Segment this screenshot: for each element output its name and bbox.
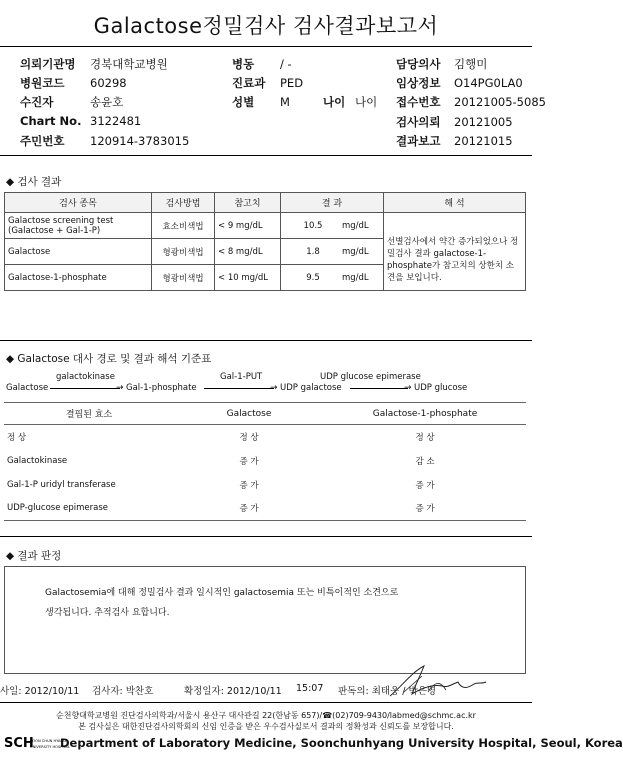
judgment-section-title: ◆ 결과 판정 (6, 550, 62, 562)
row-value: 10.5 mg/dL (281, 213, 384, 239)
judgment-line-2: 생각됩니다. 추적검사 요합니다. (45, 608, 170, 618)
signature-icon (382, 662, 492, 702)
report-title: Galactose정밀검사 검사결과보고서 (93, 14, 439, 38)
department-bar (0, 733, 623, 755)
info-clinical: 임상정보 O14PG0LA0 (396, 76, 523, 90)
table-row (4, 497, 526, 521)
row-method: 효소비색법 (152, 213, 215, 239)
col-result: 결 과 (281, 193, 384, 213)
info-doctor: 담당의사 김행미 (396, 57, 488, 71)
enzyme-gal: 증 가 (239, 480, 259, 491)
col-galactose: Galactose (174, 403, 324, 425)
enzyme-gal: 증 가 (239, 456, 259, 467)
row-item: Galactose screening test (Galactose + Gal-1-P) (5, 213, 152, 239)
pathway-diagram (4, 368, 526, 400)
logo-sub-2: UNIVERSITY HOSPITAL (30, 745, 70, 749)
pathway-galactose: Galactose (6, 383, 49, 393)
address-line: 순천향대학교병원 진단검사의학과/서울시 용산구 대사관길 22(한남동 657)/☎(02)709-9430/labmed@schmc.ac.kr (56, 711, 476, 720)
title-divider (0, 46, 532, 47)
info-chart: Chart No. 3122481 (20, 114, 142, 128)
pathway-enzyme-epimerase: UDP glucose epimerase (320, 372, 421, 382)
row-ref: < 9 mg/dL (215, 213, 281, 239)
enzyme-gal1p: 정 상 (415, 432, 435, 443)
table-row (4, 449, 526, 473)
table-row (4, 425, 526, 449)
arrow-head-icon: → (404, 383, 412, 393)
info-divider (0, 155, 532, 156)
enzyme-gal1p: 증 가 (415, 480, 435, 491)
pathway-section-title: ◆ Galactose 대사 경로 및 결과 해석 기준표 (6, 353, 212, 365)
row-item: Galactose-1-phosphate (5, 265, 152, 291)
pathway-udp-galactose: UDP galactose (280, 383, 342, 393)
info-report: 결과보고 20121015 (396, 134, 513, 148)
arrow-icon (204, 388, 274, 389)
table-row (4, 473, 526, 497)
arrow-icon (350, 388, 408, 389)
judgment-line-1: Galactosemia에 대해 정밀검사 결과 일시적인 galactosemia 또는 비특이적인 소견으로 (45, 588, 399, 598)
confirmer: 판독의: 최태웅 / 박은영 (338, 686, 437, 697)
row-ref: < 8 mg/dL (215, 239, 281, 265)
arrow-icon (50, 388, 120, 389)
row-method: 형광비색법 (152, 239, 215, 265)
info-ward: 병동 / - (232, 57, 292, 71)
enzyme-gal: 증 가 (174, 497, 324, 521)
enzyme-name: Gal-1-P uridyl transferase (7, 479, 116, 490)
exam-date: 사일: 2012/10/11 (0, 686, 80, 697)
interpretation: 선별검사에서 약간 증가되었으나 정밀검사 결과 galactose-1-phosphate가 참고치의 상한치 소견을 보입니다. (384, 213, 526, 291)
info-code: 병원코드 60298 (20, 76, 127, 90)
confirm-time: 15:07 (296, 683, 324, 694)
col-ref: 참고치 (215, 193, 281, 213)
info-age: 나이 나이 (323, 95, 378, 109)
row-method: 형광비색법 (152, 265, 215, 291)
department-name: Department of Laboratory Medicine, Soonchunhyang University Hospital, Seoul, Korea (60, 736, 623, 750)
sch-logo (4, 733, 70, 753)
info-hospital: 의뢰기관명 경북대학교병원 (20, 57, 168, 71)
enzyme-gal: 정 상 (239, 432, 259, 443)
pathway-gal1p: Gal-1-phosphate (126, 383, 197, 393)
arrow-head-icon: → (270, 383, 278, 393)
col-enzyme: 결핍된 효소 (4, 403, 174, 425)
judgment-box (4, 566, 526, 674)
info-dept: 진료과 PED (232, 76, 304, 90)
enzyme-gal1p: 증 가 (324, 497, 526, 521)
results-divider (0, 340, 532, 341)
row-ref: < 10 mg/dL (215, 265, 281, 291)
pathway-enzyme-gal1put: Gal-1-PUT (220, 372, 263, 382)
results-section-title: ◆ 검사 결과 (6, 176, 62, 188)
examiner: 검사자: 박찬호 (92, 686, 154, 697)
logo-sub-1: SOON CHUN HYANG (30, 739, 66, 743)
enzyme-gal1p: 감 소 (415, 456, 435, 467)
table-row (5, 213, 526, 239)
col-item: 검사 종목 (5, 193, 152, 213)
arrow-head-icon: → (116, 383, 124, 393)
pathway-enzyme-galactokinase: galactokinase (56, 372, 115, 382)
pathway-divider (0, 536, 532, 537)
enzyme-table (4, 402, 526, 521)
enzyme-name: UDP-glucose epimerase (4, 497, 174, 521)
footer-divider (0, 702, 532, 703)
col-interp: 해 석 (384, 193, 526, 213)
col-gal1p: Galactose-1-phosphate (324, 403, 526, 425)
certification-line: 본 검사실은 대한진단검사의학회의 신임 인증을 받은 우수검사실로서 결과의 정확성과 신뢰도를 보장합니다. (78, 722, 454, 731)
row-value: 9.5 mg/dL (281, 265, 384, 291)
info-receipt: 접수번호 20121005-5085 (396, 95, 546, 109)
info-rrn: 주민번호 120914-3783015 (20, 134, 190, 148)
logo-text: SCH (4, 736, 34, 751)
info-sex: 성별 M (232, 95, 290, 109)
confirm-date: 확정일자: 2012/10/11 (184, 686, 282, 697)
enzyme-name: Galactokinase (7, 455, 68, 466)
row-item: Galactose (5, 239, 152, 265)
pathway-udp-glucose: UDP glucose (414, 383, 468, 393)
col-method: 검사방법 (152, 193, 215, 213)
info-request: 검사의뢰 20121005 (396, 115, 513, 129)
info-patient: 수진자 송윤호 (20, 95, 124, 109)
results-table (4, 192, 526, 291)
enzyme-name: 정 상 (7, 432, 27, 443)
row-value: 1.8 mg/dL (281, 239, 384, 265)
